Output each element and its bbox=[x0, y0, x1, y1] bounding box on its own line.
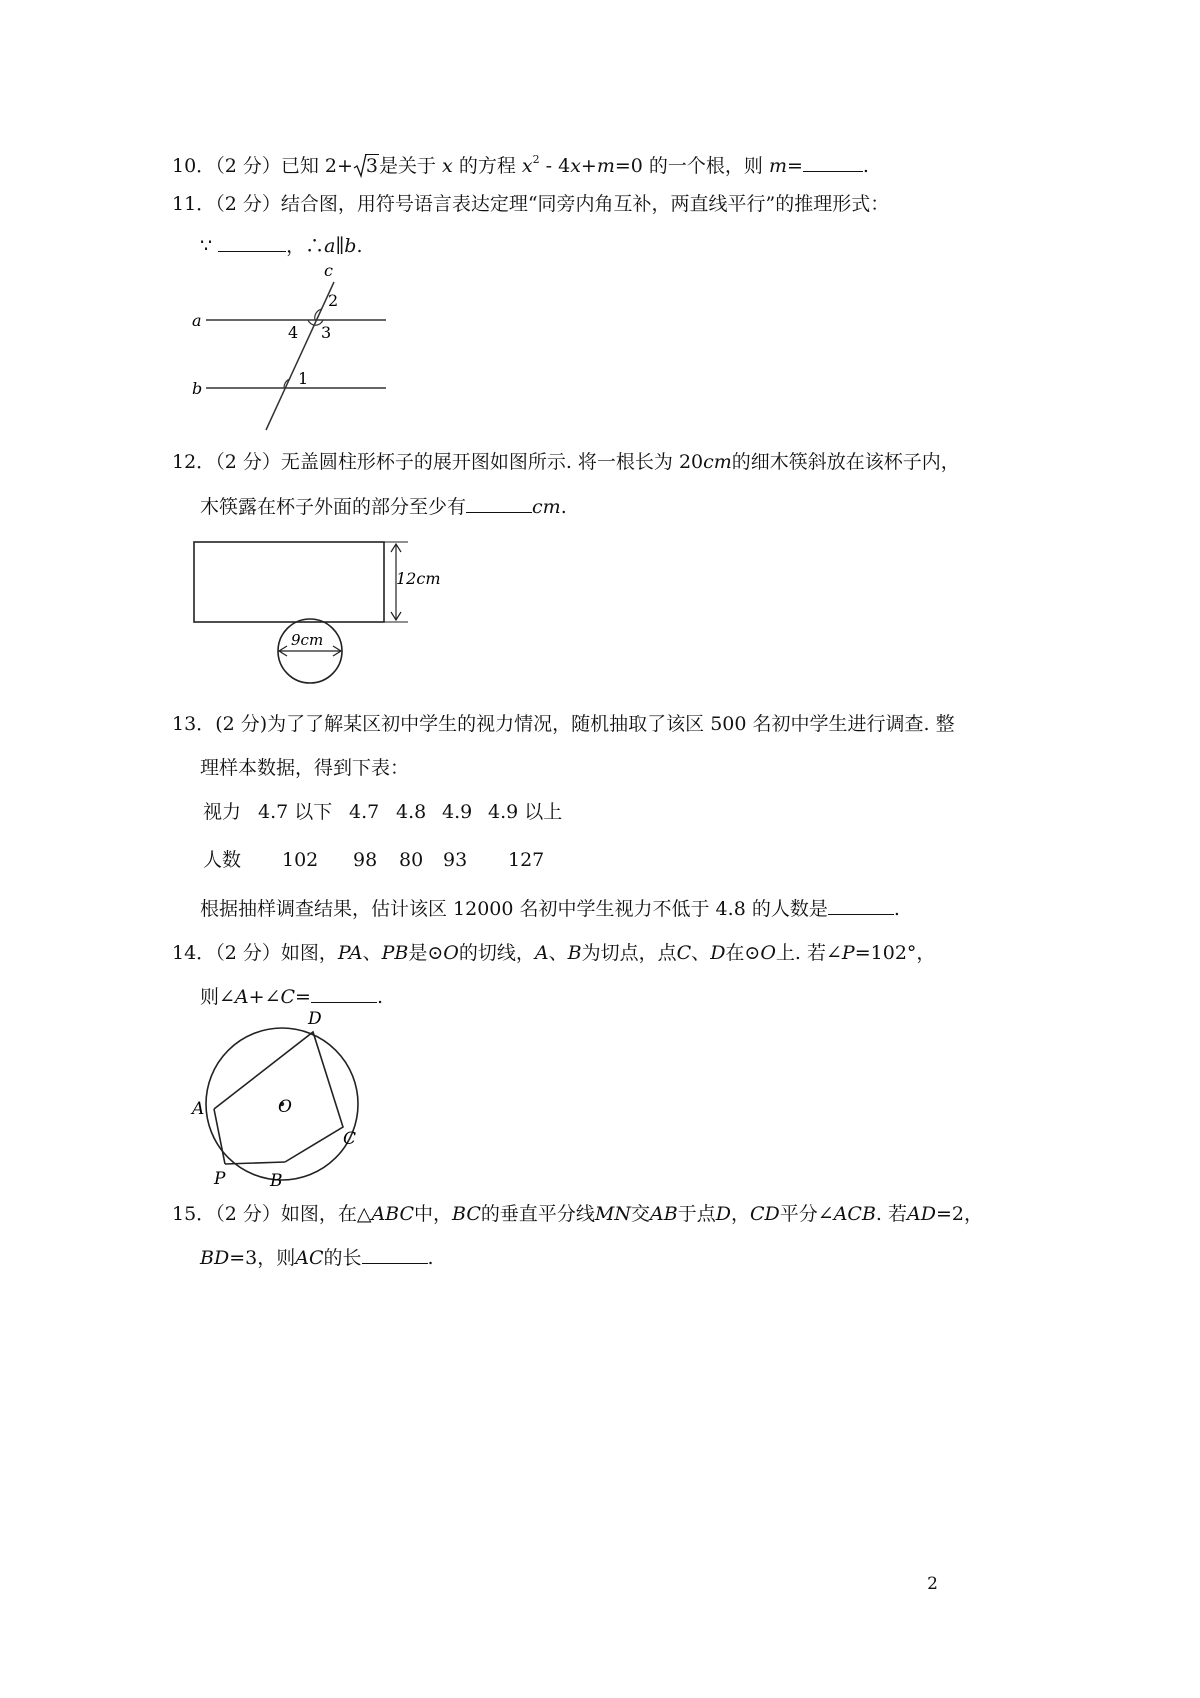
table-row bbox=[443, 846, 467, 874]
table-row bbox=[399, 846, 423, 874]
q12-unit: cm bbox=[532, 496, 561, 518]
q10-var: m bbox=[596, 155, 615, 177]
page-number: 2 bbox=[927, 1574, 938, 1594]
q14-score: （2 分） bbox=[215, 942, 281, 964]
label-angle-4: 4 bbox=[288, 323, 299, 342]
q10-radicand: 3 bbox=[365, 155, 378, 177]
q15-text: . 若 bbox=[875, 1203, 908, 1225]
question-15 bbox=[172, 1200, 983, 1228]
q14-var: O bbox=[443, 942, 459, 964]
line-c bbox=[266, 282, 334, 430]
label-b: B bbox=[270, 1171, 283, 1191]
question-12 bbox=[172, 448, 960, 476]
q15-var: MN bbox=[594, 1203, 632, 1225]
question-14 bbox=[172, 939, 935, 967]
table-row bbox=[349, 798, 379, 826]
q15-var: BD bbox=[200, 1247, 230, 1269]
q15-text: 平分∠ bbox=[779, 1203, 834, 1225]
table-row bbox=[258, 798, 332, 826]
q14-text: . bbox=[376, 986, 384, 1008]
question-11 bbox=[172, 190, 889, 218]
q12-text: 无盖圆柱形杯子的展开图如图所示. 将一根长为 20 bbox=[280, 451, 704, 473]
q14-text: 、 bbox=[691, 942, 711, 964]
q15-var: AD bbox=[907, 1203, 936, 1225]
table-cell: 人数 bbox=[203, 849, 242, 871]
q12-cup-net-figure bbox=[190, 536, 450, 696]
table-row bbox=[396, 798, 426, 826]
q15-text: . bbox=[427, 1247, 434, 1269]
parallel-symbol: ∥ bbox=[335, 235, 345, 257]
table-cell: 102 bbox=[282, 849, 319, 871]
q12-answer-blank[interactable] bbox=[466, 494, 532, 513]
q14-text: 、 bbox=[362, 942, 382, 964]
q14-circle-tangent-figure bbox=[188, 1009, 378, 1192]
table-row bbox=[488, 798, 562, 826]
q15-var: ABC bbox=[371, 1203, 415, 1225]
label-c: C bbox=[343, 1129, 357, 1149]
q10-text: + bbox=[580, 155, 597, 177]
q11-text: ， bbox=[286, 235, 306, 257]
q15-text: 中， bbox=[414, 1203, 453, 1225]
q12-line-2 bbox=[200, 493, 567, 521]
label-c: c bbox=[324, 261, 333, 280]
q12-text: 的细木筷斜放在该杯子内， bbox=[731, 451, 960, 473]
q12-text: . bbox=[560, 496, 567, 518]
q10-var: m bbox=[768, 155, 787, 177]
q15-text: =3，则 bbox=[229, 1247, 296, 1269]
q14-var: C bbox=[676, 942, 692, 964]
q14-text: 则∠ bbox=[200, 986, 235, 1008]
table-cell: 视力 bbox=[203, 801, 242, 823]
table-row bbox=[508, 846, 544, 874]
table-row bbox=[353, 846, 377, 874]
question-10 bbox=[172, 146, 869, 180]
q14-var: B bbox=[567, 942, 582, 964]
q10-exponent: 2 bbox=[532, 153, 540, 166]
table-cell: 80 bbox=[399, 849, 424, 871]
q11-var: a bbox=[324, 235, 336, 257]
table-row bbox=[203, 798, 241, 826]
q15-var: AB bbox=[650, 1203, 678, 1225]
q15-var: ACB bbox=[833, 1203, 876, 1225]
q14-var: A bbox=[234, 986, 249, 1008]
q14-var: PA bbox=[337, 942, 363, 964]
q14-text: 如图， bbox=[280, 942, 338, 964]
table-cell: 4.9 以上 bbox=[488, 801, 563, 823]
cup-side-rectangle bbox=[194, 542, 384, 622]
q14-var: P bbox=[841, 942, 855, 964]
q13-score: (2 分) bbox=[215, 713, 268, 735]
q10-text: 是关于 bbox=[378, 155, 436, 177]
q14-text: 为切点，点 bbox=[581, 942, 677, 964]
q10-text: . bbox=[862, 155, 869, 177]
q13-text: . bbox=[893, 898, 900, 920]
table-row bbox=[442, 798, 472, 826]
q13-line-3 bbox=[200, 895, 900, 923]
q14-text: 、 bbox=[548, 942, 568, 964]
q12-text: 木筷露在杯子外面的部分至少有 bbox=[200, 496, 467, 518]
q14-var: C bbox=[280, 986, 296, 1008]
q14-var: PB bbox=[381, 942, 409, 964]
q11-reasoning-line bbox=[200, 232, 363, 260]
q14-text: +∠ bbox=[248, 986, 281, 1008]
q15-text: 如图，在△ bbox=[280, 1203, 372, 1225]
sqrt-symbol bbox=[353, 152, 379, 180]
label-diameter: 9cm bbox=[291, 631, 324, 649]
q10-text: - 4 bbox=[539, 155, 571, 177]
q13-text: 为了了解某区初中学生的视力情况，随机抽取了该区 500 名初中学生进行调查. 整 bbox=[267, 713, 955, 735]
q10-text: 已知 2+ bbox=[280, 155, 353, 177]
q10-var: x bbox=[521, 155, 533, 177]
q14-text: =102°， bbox=[854, 942, 936, 964]
label-b: b bbox=[192, 379, 203, 398]
q13-text: 理样本数据，得到下表： bbox=[200, 757, 410, 779]
q15-var: D bbox=[715, 1203, 731, 1225]
q10-text: 的方程 bbox=[458, 155, 516, 177]
therefore-symbol: ∴ bbox=[305, 235, 325, 257]
q13-text: 根据抽样调查结果，估计该区 12000 名初中学生视力不低于 4.8 的人数是 bbox=[200, 898, 828, 920]
q11-number: 11． bbox=[172, 193, 216, 215]
q13-line-2 bbox=[200, 754, 409, 782]
q15-var: AC bbox=[295, 1247, 324, 1269]
table-cell: 93 bbox=[443, 849, 468, 871]
q14-var: D bbox=[710, 942, 726, 964]
q14-text: = bbox=[295, 986, 311, 1008]
q15-answer-blank[interactable] bbox=[362, 1245, 428, 1264]
q14-answer-blank[interactable] bbox=[311, 984, 377, 1003]
q15-text: ， bbox=[730, 1203, 750, 1225]
q10-text: = bbox=[787, 155, 803, 177]
table-cell: 4.8 bbox=[396, 801, 427, 823]
q14-number: 14． bbox=[172, 942, 216, 964]
q10-var: x bbox=[442, 155, 453, 177]
q10-score: （2 分） bbox=[215, 155, 281, 177]
q13-number: 13． bbox=[172, 713, 216, 735]
q10-answer-blank[interactable] bbox=[803, 153, 863, 172]
q12-unit: cm bbox=[703, 451, 732, 473]
q11-score: （2 分） bbox=[215, 193, 281, 215]
q15-var: BC bbox=[452, 1203, 481, 1225]
q13-answer-blank[interactable] bbox=[828, 896, 894, 915]
q10-number: 10． bbox=[172, 155, 216, 177]
q11-text: . bbox=[356, 235, 363, 257]
q11-parallel-lines-figure bbox=[186, 262, 396, 432]
table-cell: 4.7 以下 bbox=[258, 801, 333, 823]
q15-line-2 bbox=[200, 1244, 434, 1272]
q14-var: O bbox=[760, 942, 776, 964]
label-height: 12cm bbox=[396, 569, 441, 588]
q14-text: 在⊙ bbox=[725, 942, 761, 964]
label-a: a bbox=[192, 311, 202, 330]
label-p: P bbox=[214, 1169, 226, 1189]
because-symbol: ∵ bbox=[200, 235, 213, 257]
label-angle-2: 2 bbox=[328, 291, 339, 310]
q12-number: 12． bbox=[172, 451, 216, 473]
table-cell: 4.9 bbox=[442, 801, 473, 823]
q14-text: 上. 若∠ bbox=[775, 942, 842, 964]
q15-text: 交 bbox=[631, 1203, 651, 1225]
label-d: D bbox=[308, 1009, 322, 1029]
q14-text: 是⊙ bbox=[408, 942, 444, 964]
label-angle-3: 3 bbox=[321, 323, 332, 342]
q10-var: x bbox=[570, 155, 581, 177]
label-o: O bbox=[278, 1097, 292, 1117]
table-cell: 4.7 bbox=[349, 801, 380, 823]
q11-answer-blank[interactable] bbox=[218, 233, 286, 252]
q14-var: A bbox=[534, 942, 549, 964]
table-cell: 98 bbox=[353, 849, 378, 871]
table-row bbox=[203, 846, 241, 874]
q14-line-2 bbox=[200, 983, 383, 1011]
tangent-pa bbox=[214, 1109, 225, 1164]
q15-text: 的长 bbox=[323, 1247, 362, 1269]
question-13 bbox=[172, 710, 955, 738]
q15-text: =2， bbox=[935, 1203, 983, 1225]
q11-var: b bbox=[344, 235, 357, 257]
table-cell: 127 bbox=[508, 849, 545, 871]
q15-score: （2 分） bbox=[215, 1203, 281, 1225]
label-angle-1: 1 bbox=[298, 369, 309, 388]
q15-var: CD bbox=[749, 1203, 780, 1225]
q14-text: 的切线， bbox=[458, 942, 535, 964]
q11-text: 结合图，用符号语言表达定理“同旁内角互补，两直线平行”的推理形式： bbox=[280, 193, 890, 215]
q15-text: 的垂直平分线 bbox=[480, 1203, 595, 1225]
q15-number: 15． bbox=[172, 1203, 216, 1225]
q12-score: （2 分） bbox=[215, 451, 281, 473]
q10-text: =0 的一个根，则 bbox=[614, 155, 763, 177]
q15-text: 于点 bbox=[677, 1203, 716, 1225]
table-row bbox=[282, 846, 318, 874]
label-a: A bbox=[192, 1099, 205, 1119]
